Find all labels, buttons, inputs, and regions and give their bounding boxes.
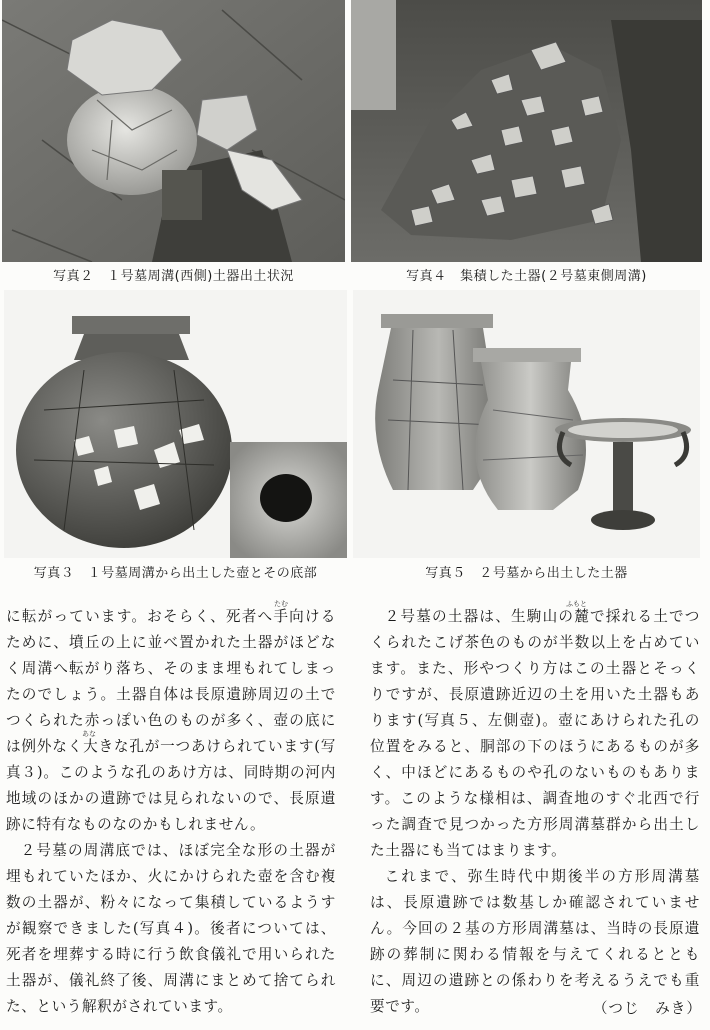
author-credit: （つじ みき） xyxy=(592,1000,702,1017)
left-column xyxy=(6,604,336,1020)
ruby-ana: あな xyxy=(82,730,96,738)
photo-5-image xyxy=(353,290,700,558)
left-paragraph-2: ２号墓の周溝底では、ほぼ完全な形の土器が埋もれていたほか、火にかけられた壺を含む複数の土器が、粉々になって集積しているようすが観察できました(写真４)。後者については、死者を埋葬する時に行う飲食儀礼で用いられた土器が、儀礼終了後、周溝にまとめて捨てられた、という解釈がされています。 xyxy=(6,842,336,1015)
ruby-tamuke: たむ xyxy=(274,600,288,608)
right-paragraph-2: これまで、弥生時代中期後半の方形周溝墓は、長原遺跡では数基しか確認されていません。今回の２基の方形周溝墓は、当時の長原遺跡の葬制に関わる情報を与えてくれるとともに、周辺の遺跡との係わりを考えるうえでも重要です。 xyxy=(370,868,700,1015)
photo-3-image xyxy=(4,290,347,558)
photo-5-caption: 写真５ ２号墓から出土した土器 xyxy=(425,566,628,581)
ruby-fumoto: ふもと xyxy=(566,600,587,608)
left-paragraph-1: に転がっています。おそらく、死者へ手向けるために、墳丘の上に並べ置かれた土器がほどなく周溝へ転がり落ち、そのまま埋もれてしまったのでしょう。土器自体は長原遺跡周辺の土でつくられた赤っぽい色のものが多く、壺の底には例外なく大きな孔が一つあけられています(写真３)。このような孔のあけ方は、同時期の河内地域のほかの遺跡では見られないので、長原遺跡に特有なものなのかもしれません。 xyxy=(6,608,336,833)
photo-3-caption: 写真３ １号墓周溝から出土した壺とその底部 xyxy=(33,566,318,581)
right-column xyxy=(370,604,700,1020)
right-paragraph-1: ２号墓の土器は、生駒山の麓で採れる土でつくられたこげ茶色のものが半数以上を占めています。また、形やつくり方はこの土器とそっくりですが、長原遺跡近辺の土を用いた土器もあります(写真５、左側壺)。壺にあけられた孔の位置をみると、胴部の下のほうにあるものが多く、中ほどにあるものや孔のないものもあります。このような様相は、調査地のすぐ北西で行った調査で見つかった方形周溝墓群から出土した土器にも当てはまります。 xyxy=(370,608,700,859)
photo-2-caption: 写真２ １号墓周溝(西側)土器出土状況 xyxy=(53,269,294,284)
photo-4-image xyxy=(351,0,702,262)
photo-2-image xyxy=(2,0,345,262)
photo-4-caption: 写真４ 集積した土器(２号墓東側周溝) xyxy=(406,269,647,284)
